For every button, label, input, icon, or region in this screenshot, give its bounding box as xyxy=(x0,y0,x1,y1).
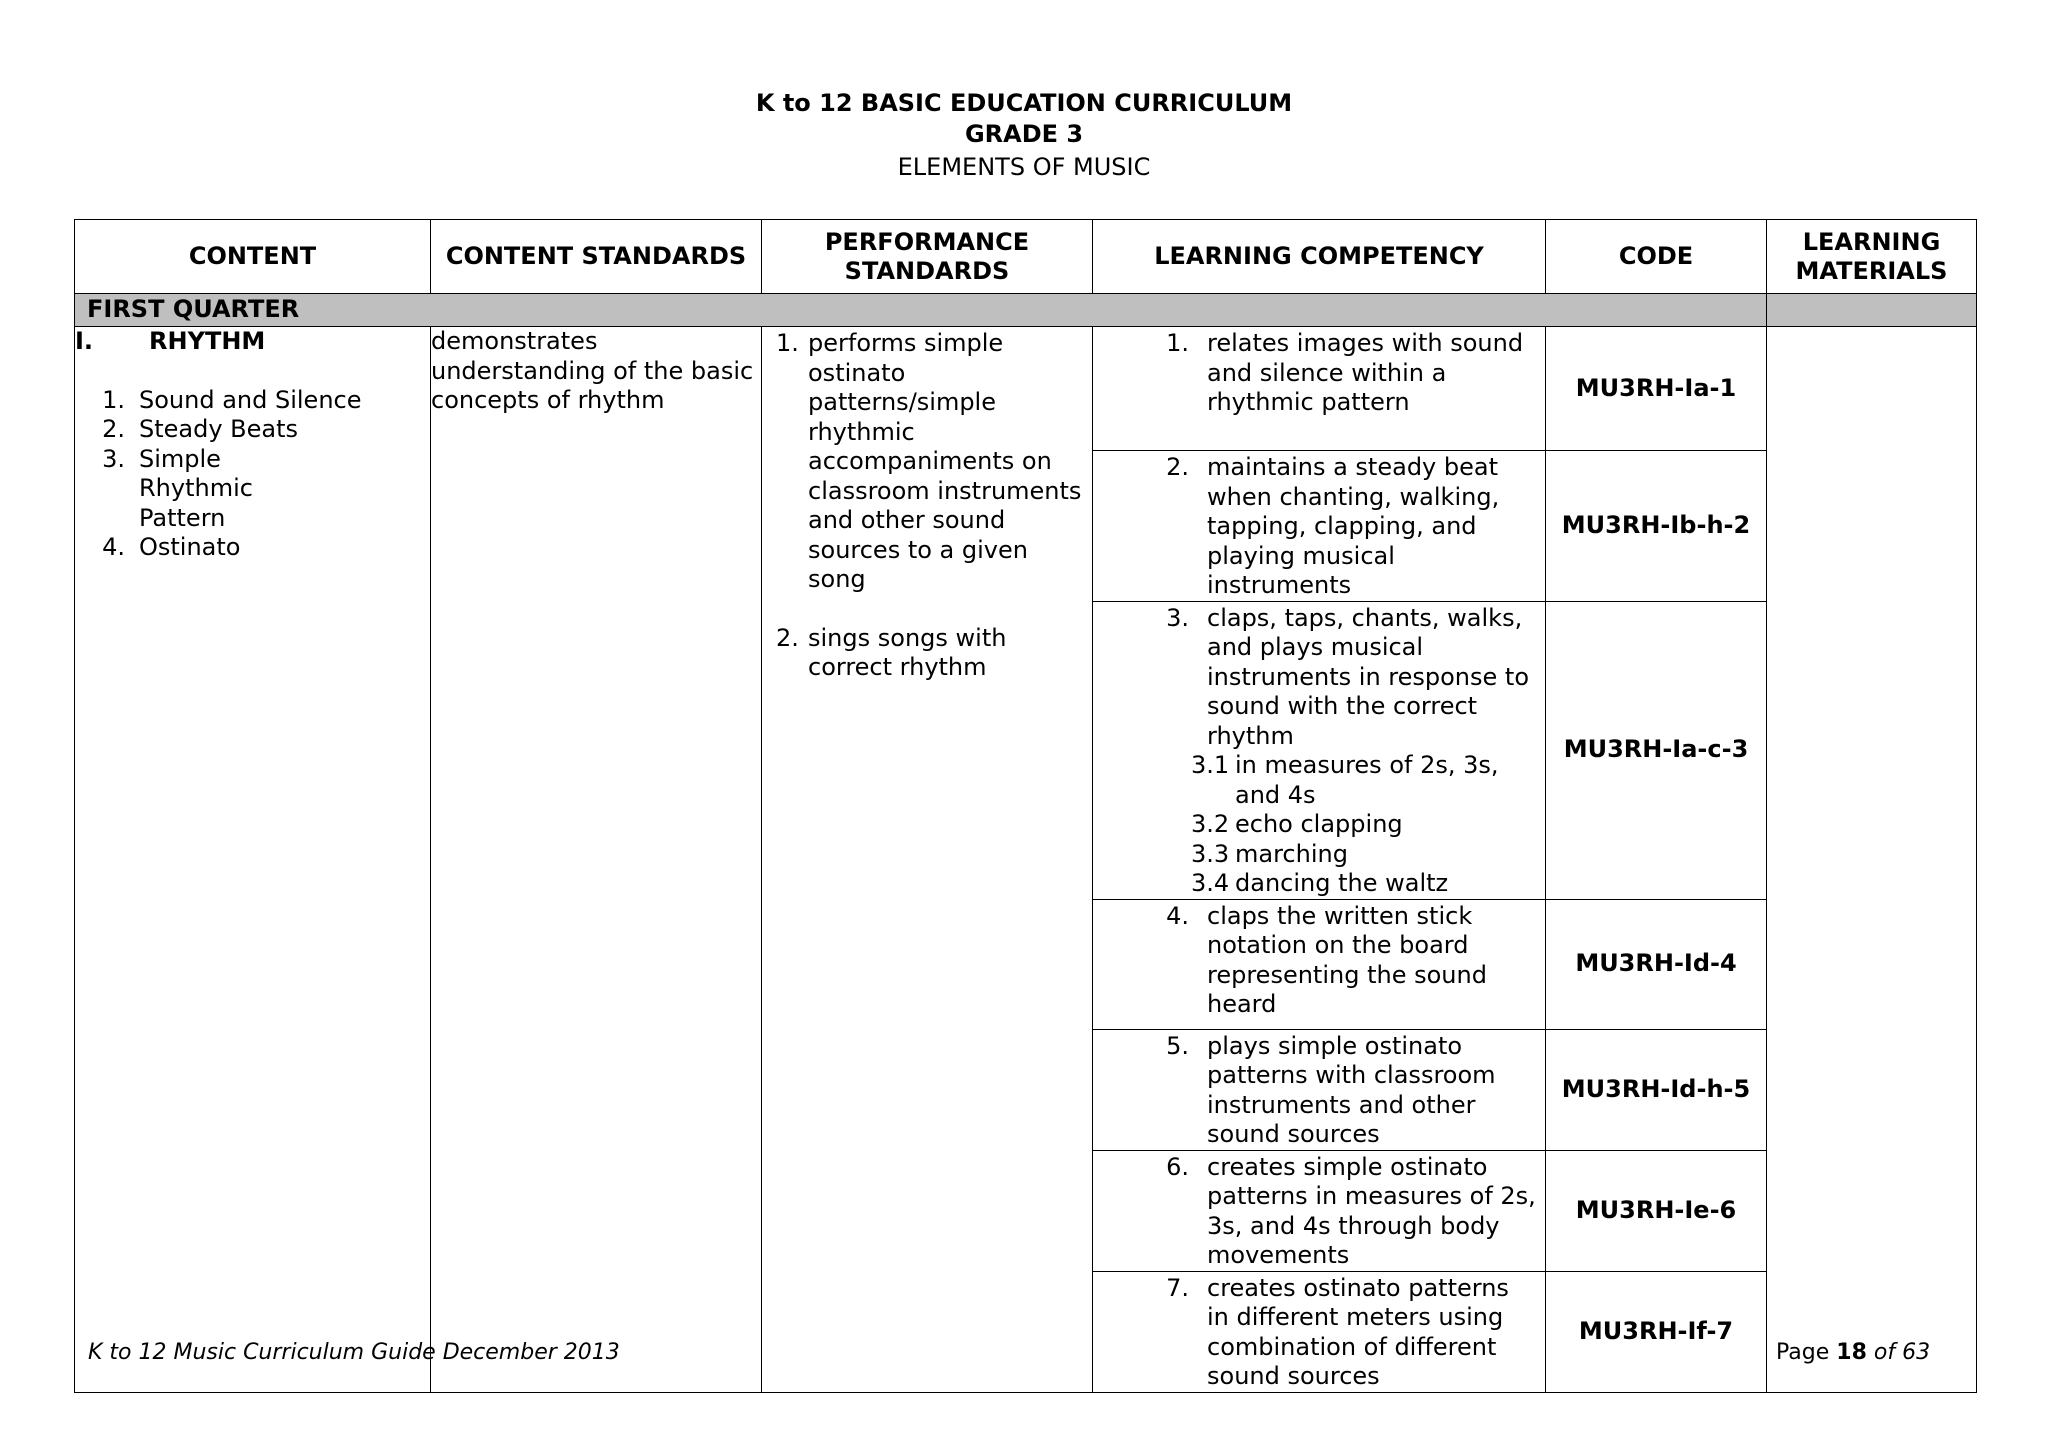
content-heading-text: RHYTHM xyxy=(149,327,266,355)
quarter-row xyxy=(75,294,1977,327)
code-cell: MU3RH-Ia-1 xyxy=(1546,327,1767,451)
page-label: Page xyxy=(1776,1340,1830,1365)
list-item: 2. sings songs with correct rhythm xyxy=(776,623,1007,681)
table-row xyxy=(75,327,1977,451)
performance-standards-list xyxy=(762,327,1092,683)
footer-page-number xyxy=(1776,1340,1930,1365)
col-header-learning-competency: LEARNING COMPETENCY xyxy=(1093,220,1546,294)
content-standard-cell: demonstrates understanding of the basic concepts of rhythm xyxy=(431,327,762,1393)
content-heading xyxy=(75,327,430,357)
competency-cell: 7. creates ostinato patterns in different meters using combination of different sound sources xyxy=(1093,1271,1546,1392)
code-cell: MU3RH-Ib-h-2 xyxy=(1546,451,1767,602)
code-cell: MU3RH-If-7 xyxy=(1546,1271,1767,1392)
competency-cell: 2. maintains a steady beat when chanting, walking, tapping, clapping, and playing musical instruments xyxy=(1093,451,1546,602)
content-numeral: I. xyxy=(75,327,94,355)
curriculum-title: K to 12 BASIC EDUCATION CURRICULUM xyxy=(755,89,1293,117)
content-cell xyxy=(75,327,431,1393)
content-list xyxy=(75,386,430,563)
list-item: 1. performs simple ostinato patterns/simple rhythmic accompaniments on classroom instruments and other sound sources to a given song xyxy=(776,329,1082,593)
curriculum-table xyxy=(74,219,1977,1393)
list-item: 3.4 dancing the waltz xyxy=(1191,869,1449,897)
competency-cell: 6. creates simple ostinato patterns in measures of 2s, 3s, and 4s through body movements xyxy=(1093,1150,1546,1271)
list-item: 4. Ostinato xyxy=(102,533,241,561)
sub-competency-list xyxy=(1093,751,1545,899)
page-number: 18 xyxy=(1836,1340,1867,1365)
code-cell: MU3RH-Id-h-5 xyxy=(1546,1029,1767,1150)
subject-title: ELEMENTS OF MUSIC xyxy=(897,153,1151,181)
page-total: of 63 xyxy=(1873,1340,1931,1365)
document-header xyxy=(0,88,2048,184)
list-item: 2. Steady Beats xyxy=(102,415,299,443)
competency-cell: 5. plays simple ostinato patterns with classroom instruments and other sound sources xyxy=(1093,1029,1546,1150)
col-header-code: CODE xyxy=(1546,220,1767,294)
list-item: 3.2 echo clapping xyxy=(1191,810,1403,838)
col-header-content: CONTENT xyxy=(75,220,431,294)
competency-cell: 3. claps, taps, chants, walks, and plays musical instruments in response to sound with the correct rhythm 3.1 in measures of 2s, 3s, and 4s 3.2 echo clapping 3.3 marching 3.4 dancing the waltz xyxy=(1093,601,1546,899)
list-item: 3.3 marching xyxy=(1191,839,1348,868)
grade-title: GRADE 3 xyxy=(964,120,1084,148)
list-item: 1. Sound and Silence xyxy=(102,385,362,414)
col-header-materials-line2: MATERIALS xyxy=(1795,256,1948,285)
col-header-content-standards: CONTENT STANDARDS xyxy=(431,220,762,294)
footer-guide-title: K to 12 Music Curriculum Guide December 2013 xyxy=(88,1340,620,1365)
col-header-performance-line2: STANDARDS xyxy=(844,256,1010,285)
list-item: 3.1 in measures of 2s, 3s, and 4s xyxy=(1191,751,1499,809)
quarter-label: FIRST QUARTER xyxy=(75,294,1767,327)
col-header-performance-line1: PERFORMANCE xyxy=(824,227,1030,256)
col-header-learning-materials xyxy=(1767,220,1977,294)
competency-cell: 4. claps the written stick notation on the board representing the sound heard xyxy=(1093,899,1546,1029)
performance-standards-cell xyxy=(762,327,1093,1393)
code-cell: MU3RH-Ia-c-3 xyxy=(1546,601,1767,899)
learning-materials-cell xyxy=(1767,327,1977,1393)
table-header-row xyxy=(75,220,1977,294)
quarter-materials-cell xyxy=(1767,294,1977,327)
code-cell: MU3RH-Id-4 xyxy=(1546,899,1767,1029)
col-header-performance-standards xyxy=(762,220,1093,294)
competency-cell: 1. relates images with sound and silence within a rhythmic pattern xyxy=(1093,327,1546,451)
list-item: 3. Simple Rhythmic Pattern xyxy=(102,444,253,532)
code-cell: MU3RH-Ie-6 xyxy=(1546,1150,1767,1271)
col-header-materials-line1: LEARNING xyxy=(1802,227,1941,256)
